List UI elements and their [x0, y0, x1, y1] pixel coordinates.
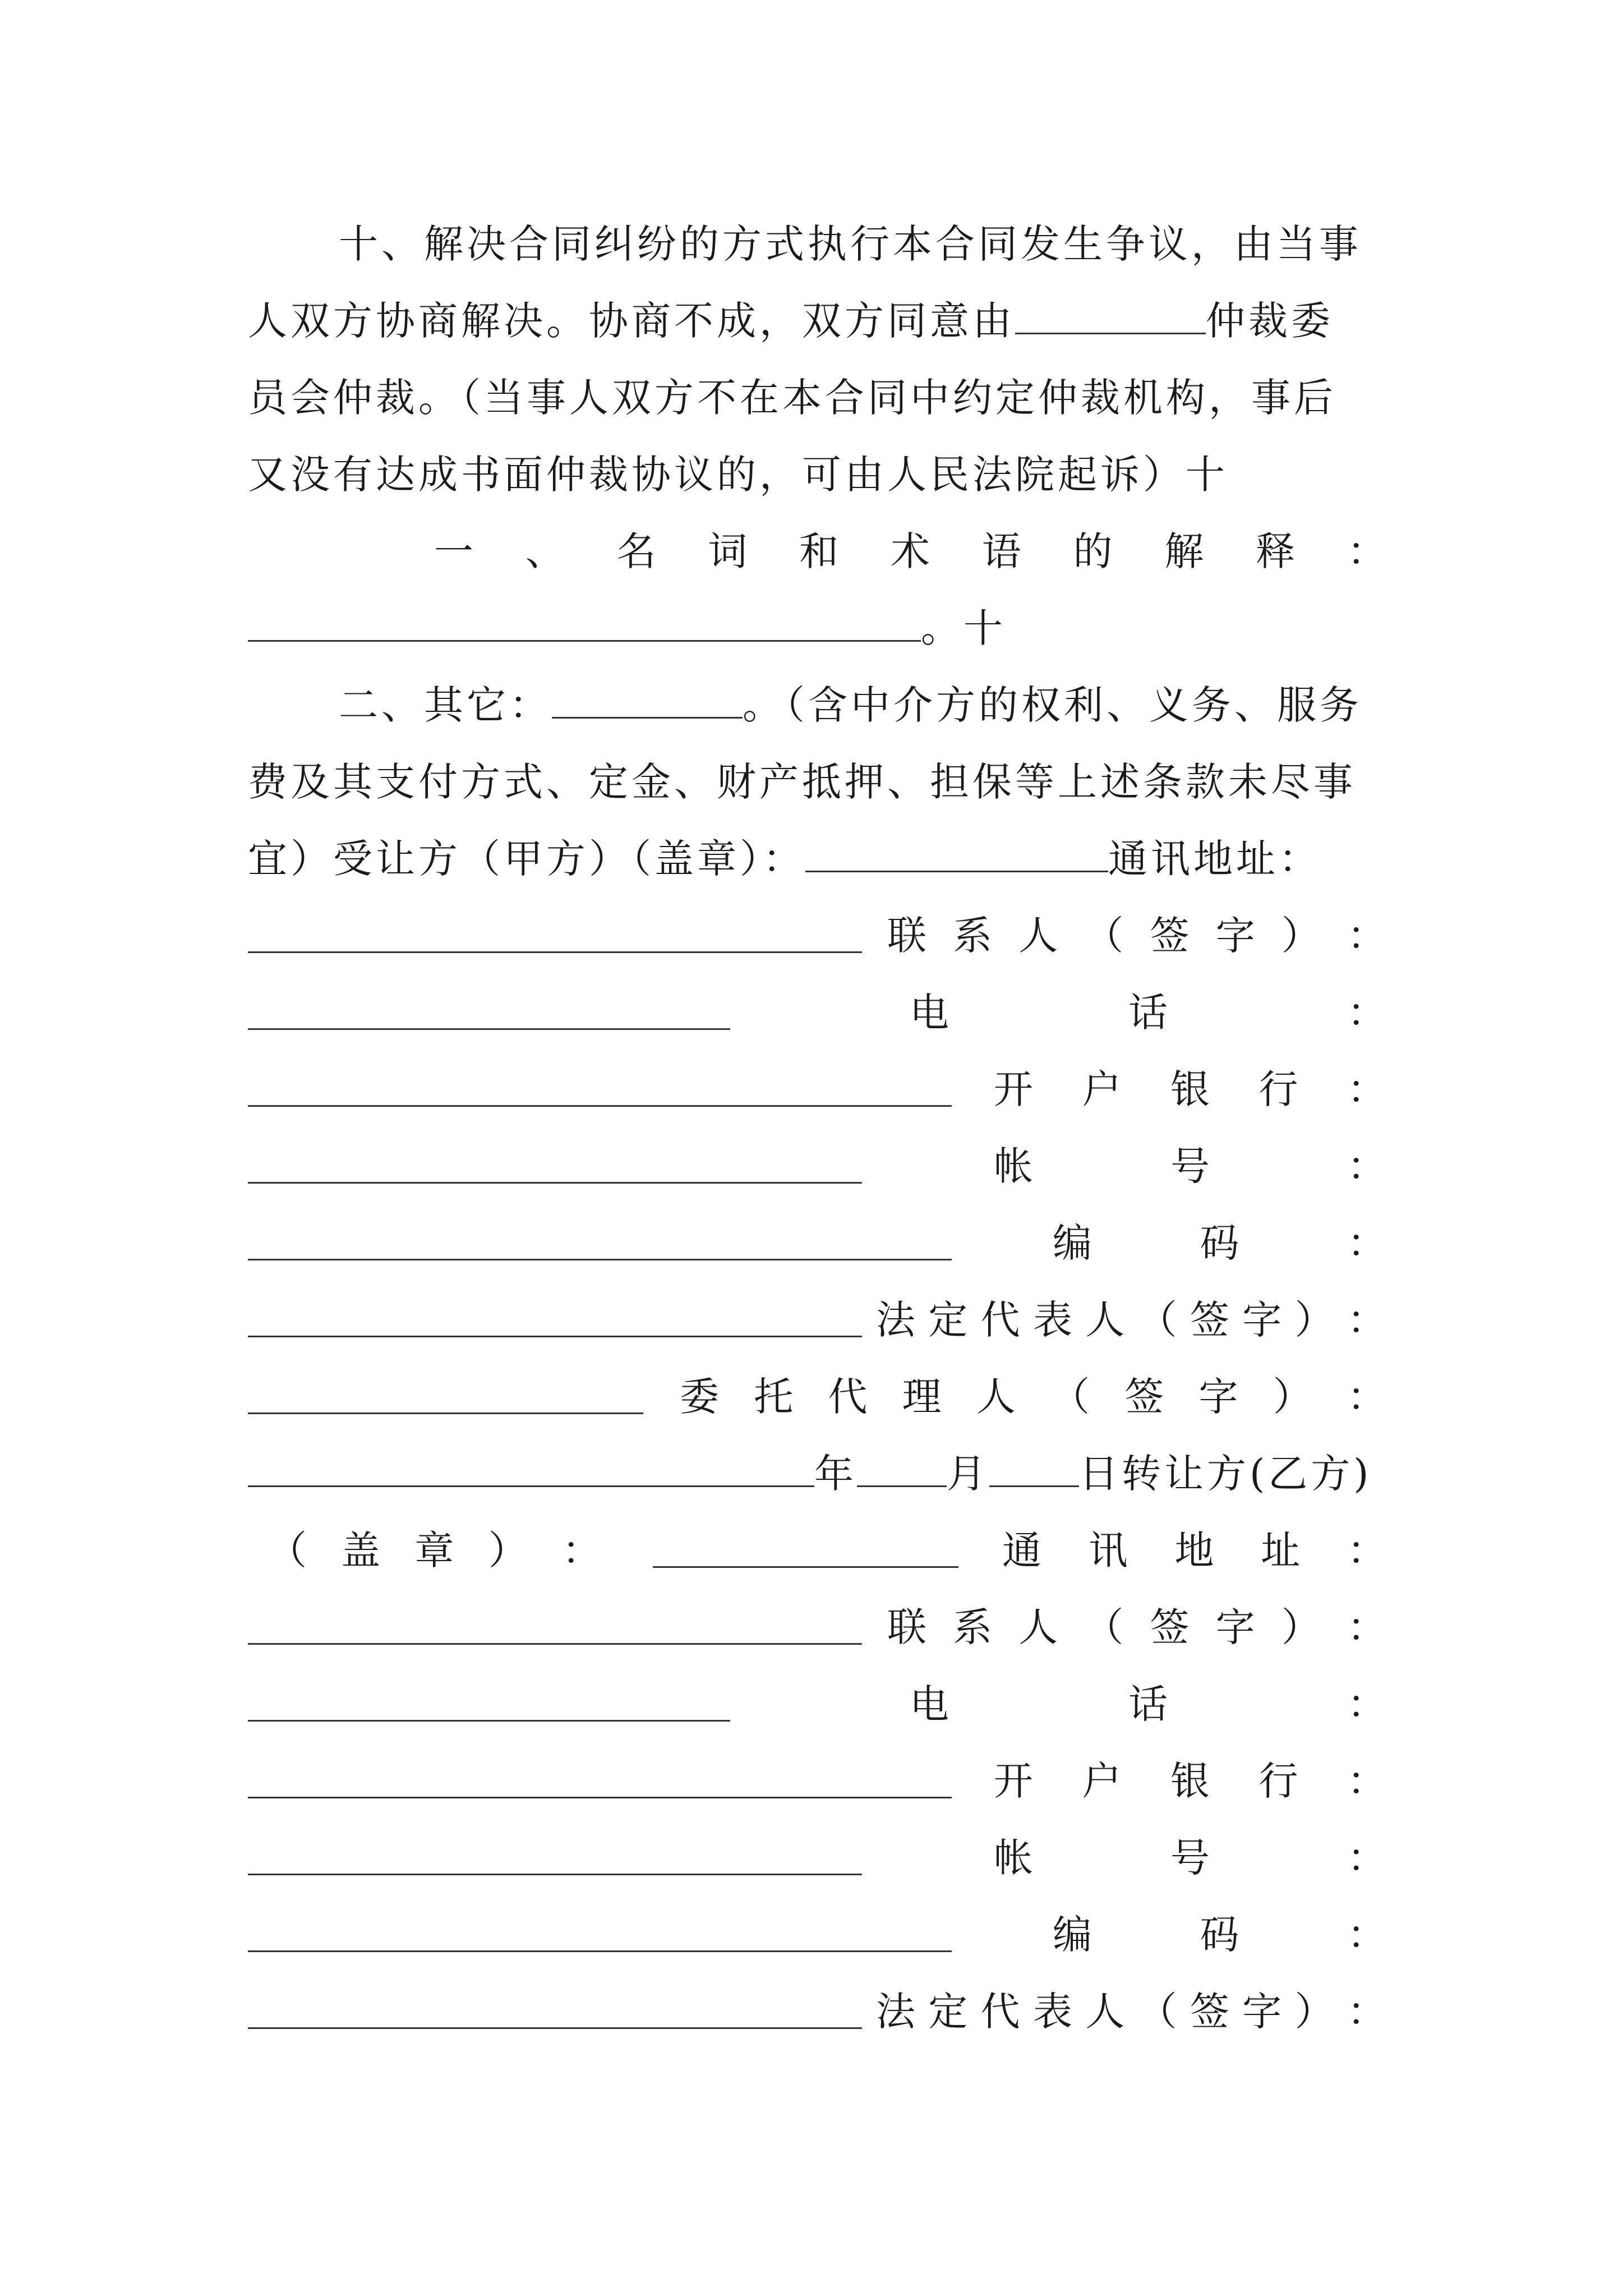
clause-12-line-3 [248, 831, 1386, 887]
transferee-seal-label: 宜）受让方（甲方）（盖章）： [248, 836, 805, 882]
label-char: ） [1281, 913, 1321, 959]
label-char: ： [1347, 1835, 1386, 1881]
label-char: 代 [980, 1297, 1020, 1343]
party-a-contact-row [248, 908, 1386, 964]
label-char: 系 [953, 1604, 993, 1650]
clause-11-tail: 。十 [921, 605, 1006, 651]
label-char: ： [1347, 1989, 1386, 2035]
clause-12-text-1b: 。（含中介方的权利、义务、服务 [743, 682, 1362, 728]
clause-12-text-2: 费及其支付方式、定金、财产抵押、担保等上述条款未尽事 [248, 759, 1356, 805]
party-a-address-blank[interactable] [248, 919, 862, 953]
party-a-contact-blank[interactable] [248, 996, 730, 1030]
label-char: 联 [887, 1604, 926, 1650]
label-char: 定 [928, 1297, 968, 1343]
clause-10-line-4 [248, 447, 1386, 503]
clause-11-char: 解 [1164, 528, 1204, 574]
label-char: 电 [910, 1681, 949, 1727]
label-char: 人 [1085, 1989, 1125, 2035]
month-label: 月 [947, 1451, 989, 1497]
label-char: 帐 [994, 1143, 1033, 1189]
label-char: ） [1272, 1374, 1312, 1420]
label-char: 系 [953, 913, 993, 959]
party-a-bank-row [248, 1061, 1386, 1117]
label-char: ： [1347, 1758, 1386, 1804]
party-b-account-blank[interactable] [248, 1918, 952, 1952]
clause-10-text-1: 十、解决合同纠纷的方式执行本合同发生争议，由当事 [339, 221, 1362, 267]
month-blank[interactable] [857, 1453, 947, 1487]
label-char: 理 [902, 1374, 942, 1420]
party-b-bank-label [994, 1753, 1386, 1809]
label-char: 开 [994, 1758, 1033, 1804]
label-char: 法 [876, 1989, 915, 2035]
party-a-code-blank[interactable] [248, 1303, 862, 1337]
clause-10-text-3: 员会仲裁。（当事人双方不在本合同中约定仲裁机构，事后 [248, 375, 1336, 421]
label-char: 法 [876, 1297, 915, 1343]
label-char: 讯 [1088, 1527, 1128, 1573]
clause-11-char: 和 [799, 528, 839, 574]
clause-10-text-2a: 人双方协商解决。协商不成，双方同意由 [248, 298, 1015, 344]
label-char: 人 [1018, 1604, 1058, 1650]
clause-11-definition-line [248, 600, 1386, 656]
other-terms-blank[interactable] [552, 684, 743, 719]
label-char: 字 [1242, 1989, 1282, 2035]
arbitration-commission-blank[interactable] [1015, 300, 1206, 334]
clause-10-text-2b: 仲裁委 [1206, 298, 1334, 344]
party-a-legal-rep-row [248, 1292, 1386, 1348]
label-char: ： [1347, 1681, 1386, 1727]
date-transferor-row [248, 1446, 1386, 1502]
label-char: 话 [1128, 1681, 1168, 1727]
label-char: 字 [1215, 1604, 1255, 1650]
label-char: ： [1347, 1374, 1386, 1420]
label-char: 表 [1032, 1989, 1072, 2035]
party-b-legal-rep-label [876, 1984, 1386, 2040]
clause-10-line-3 [248, 370, 1386, 426]
clause-11-char: 词 [708, 528, 748, 574]
contract-page [248, 0, 1386, 2296]
party-b-contact-blank[interactable] [248, 1687, 730, 1722]
clause-12-line-1 [339, 677, 1386, 733]
label-char: 字 [1198, 1374, 1238, 1420]
party-a-phone-label [910, 984, 1386, 1041]
party-b-phone-label [910, 1676, 1386, 1732]
party-a-bank-label [994, 1061, 1386, 1117]
label-char: 码 [1200, 1912, 1239, 1958]
year-label: 年 [814, 1451, 857, 1497]
party-a-legal-rep-label [876, 1292, 1386, 1348]
label-char: 字 [1215, 913, 1255, 959]
transferee-seal-blank[interactable] [805, 838, 1108, 872]
label-char: ： [1347, 1220, 1386, 1266]
label-char: 码 [1200, 1220, 1239, 1266]
party-a-phone-row [248, 984, 1386, 1041]
clause-11-char: 、 [525, 528, 565, 574]
party-b-address-blank[interactable] [248, 1611, 862, 1645]
party-a-account-label [994, 1138, 1386, 1194]
party-b-code-blank[interactable] [248, 1995, 862, 2029]
label-char: ） [488, 1527, 528, 1573]
label-char: 人 [976, 1374, 1016, 1420]
label-char: 代 [980, 1989, 1020, 2035]
label-char: 通 [1002, 1527, 1041, 1573]
party-b-code-label [1053, 1907, 1386, 1963]
party-a-code-label [1053, 1215, 1386, 1271]
party-a-legal-rep-blank[interactable] [248, 1380, 643, 1414]
label-char: ） [1294, 1297, 1334, 1343]
label-char: 签 [1189, 1297, 1229, 1343]
clause-11-char: 一 [434, 528, 473, 574]
transferor-label: 日转让方(乙方) [1079, 1451, 1372, 1497]
label-char: 签 [1189, 1989, 1229, 2035]
party-b-code-row [248, 1907, 1386, 1963]
label-char: 签 [1124, 1374, 1164, 1420]
label-char: （ [1084, 1604, 1124, 1650]
label-char: 户 [1082, 1066, 1122, 1112]
label-char: 人 [1018, 913, 1058, 959]
label-char: 联 [887, 913, 926, 959]
label-char: 编 [1053, 1220, 1092, 1266]
clause-11-char: ： [1347, 528, 1386, 574]
party-b-legal-rep-row [248, 1984, 1386, 2040]
label-char: （ [1137, 1989, 1177, 2035]
label-char: （ [1050, 1374, 1090, 1420]
day-blank[interactable] [989, 1453, 1079, 1487]
party-b-bank-blank[interactable] [248, 1841, 862, 1875]
label-char: 人 [1085, 1297, 1125, 1343]
clause-10-line-2 [248, 293, 1386, 349]
label-char: 编 [1053, 1912, 1092, 1958]
party-b-phone-row [248, 1676, 1386, 1732]
label-char: 行 [1258, 1758, 1298, 1804]
label-char: ： [1347, 913, 1386, 959]
party-b-contact-label [887, 1599, 1386, 1655]
label-char: ： [1347, 1143, 1386, 1189]
label-char: 户 [1082, 1758, 1122, 1804]
clause-10-text-4: 又没有达成书面仲裁协议的，可由人民法院起诉）十 [248, 452, 1228, 498]
clause-11-char: 术 [890, 528, 930, 574]
label-char: ： [562, 1527, 601, 1573]
label-char: （ [1137, 1297, 1177, 1343]
clause-12-line-2 [248, 754, 1386, 810]
label-char: 银 [1170, 1758, 1210, 1804]
label-char: 帐 [994, 1835, 1033, 1881]
party-b-seal-blank[interactable] [653, 1534, 958, 1568]
party-b-bank-row [248, 1753, 1386, 1809]
party-a-bank-blank[interactable] [248, 1149, 862, 1184]
label-char: ： [1347, 990, 1386, 1036]
clause-11-char: 的 [1073, 528, 1113, 574]
terms-definition-blank[interactable] [248, 608, 921, 642]
clause-11-char: 语 [981, 528, 1021, 574]
clause-12-text-1a: 二、其它： [339, 682, 552, 728]
transferee-address-label: 通讯地址： [1108, 836, 1321, 882]
party-a-agent-blank[interactable] [248, 1453, 814, 1487]
label-char: ： [1347, 1066, 1386, 1112]
label-char: （ [268, 1527, 307, 1573]
party-a-agent-label [680, 1369, 1386, 1425]
clause-11-char: 名 [616, 528, 656, 574]
label-char: 号 [1170, 1143, 1210, 1189]
label-char: 址 [1261, 1527, 1301, 1573]
party-b-account-label [994, 1830, 1386, 1886]
label-char: ： [1347, 1912, 1386, 1958]
label-char: 行 [1258, 1066, 1298, 1112]
party-a-contact-label [887, 908, 1386, 964]
label-char: 号 [1170, 1835, 1210, 1881]
label-char: 章 [414, 1527, 454, 1573]
party-b-seal-label [268, 1522, 601, 1579]
label-char: 银 [1170, 1066, 1210, 1112]
label-char: 委 [680, 1374, 719, 1420]
label-char: 字 [1242, 1297, 1282, 1343]
label-char: ） [1281, 1604, 1321, 1650]
label-char: ： [1347, 1604, 1386, 1650]
label-char: 地 [1174, 1527, 1214, 1573]
party-a-account-blank[interactable] [248, 1226, 952, 1260]
label-char: ） [1294, 1989, 1334, 2035]
label-char: 签 [1150, 913, 1189, 959]
party-a-code-row [248, 1215, 1386, 1271]
party-a-agent-row [248, 1369, 1386, 1425]
party-b-address-label [1002, 1522, 1386, 1579]
label-char: 盖 [341, 1527, 381, 1573]
label-char: ： [1347, 1297, 1386, 1343]
label-char: 开 [994, 1066, 1033, 1112]
label-char: 表 [1032, 1297, 1072, 1343]
label-char: （ [1084, 913, 1124, 959]
label-char: 定 [928, 1989, 968, 2035]
party-b-contact-row [248, 1599, 1386, 1655]
clause-11-heading [434, 523, 1386, 579]
label-char: 托 [754, 1374, 794, 1420]
label-char: ： [1347, 1527, 1386, 1573]
label-char: 电 [910, 990, 949, 1036]
clause-10-line-1 [339, 216, 1386, 272]
party-b-seal-row [248, 1522, 1386, 1579]
party-a-account-row [248, 1138, 1386, 1194]
clause-11-char: 释 [1256, 528, 1295, 574]
label-char: 话 [1128, 990, 1168, 1036]
party-b-phone-blank[interactable] [248, 1764, 952, 1798]
label-char: 签 [1150, 1604, 1189, 1650]
label-char: 代 [828, 1374, 868, 1420]
party-a-phone-blank[interactable] [248, 1073, 952, 1107]
party-b-account-row [248, 1830, 1386, 1886]
